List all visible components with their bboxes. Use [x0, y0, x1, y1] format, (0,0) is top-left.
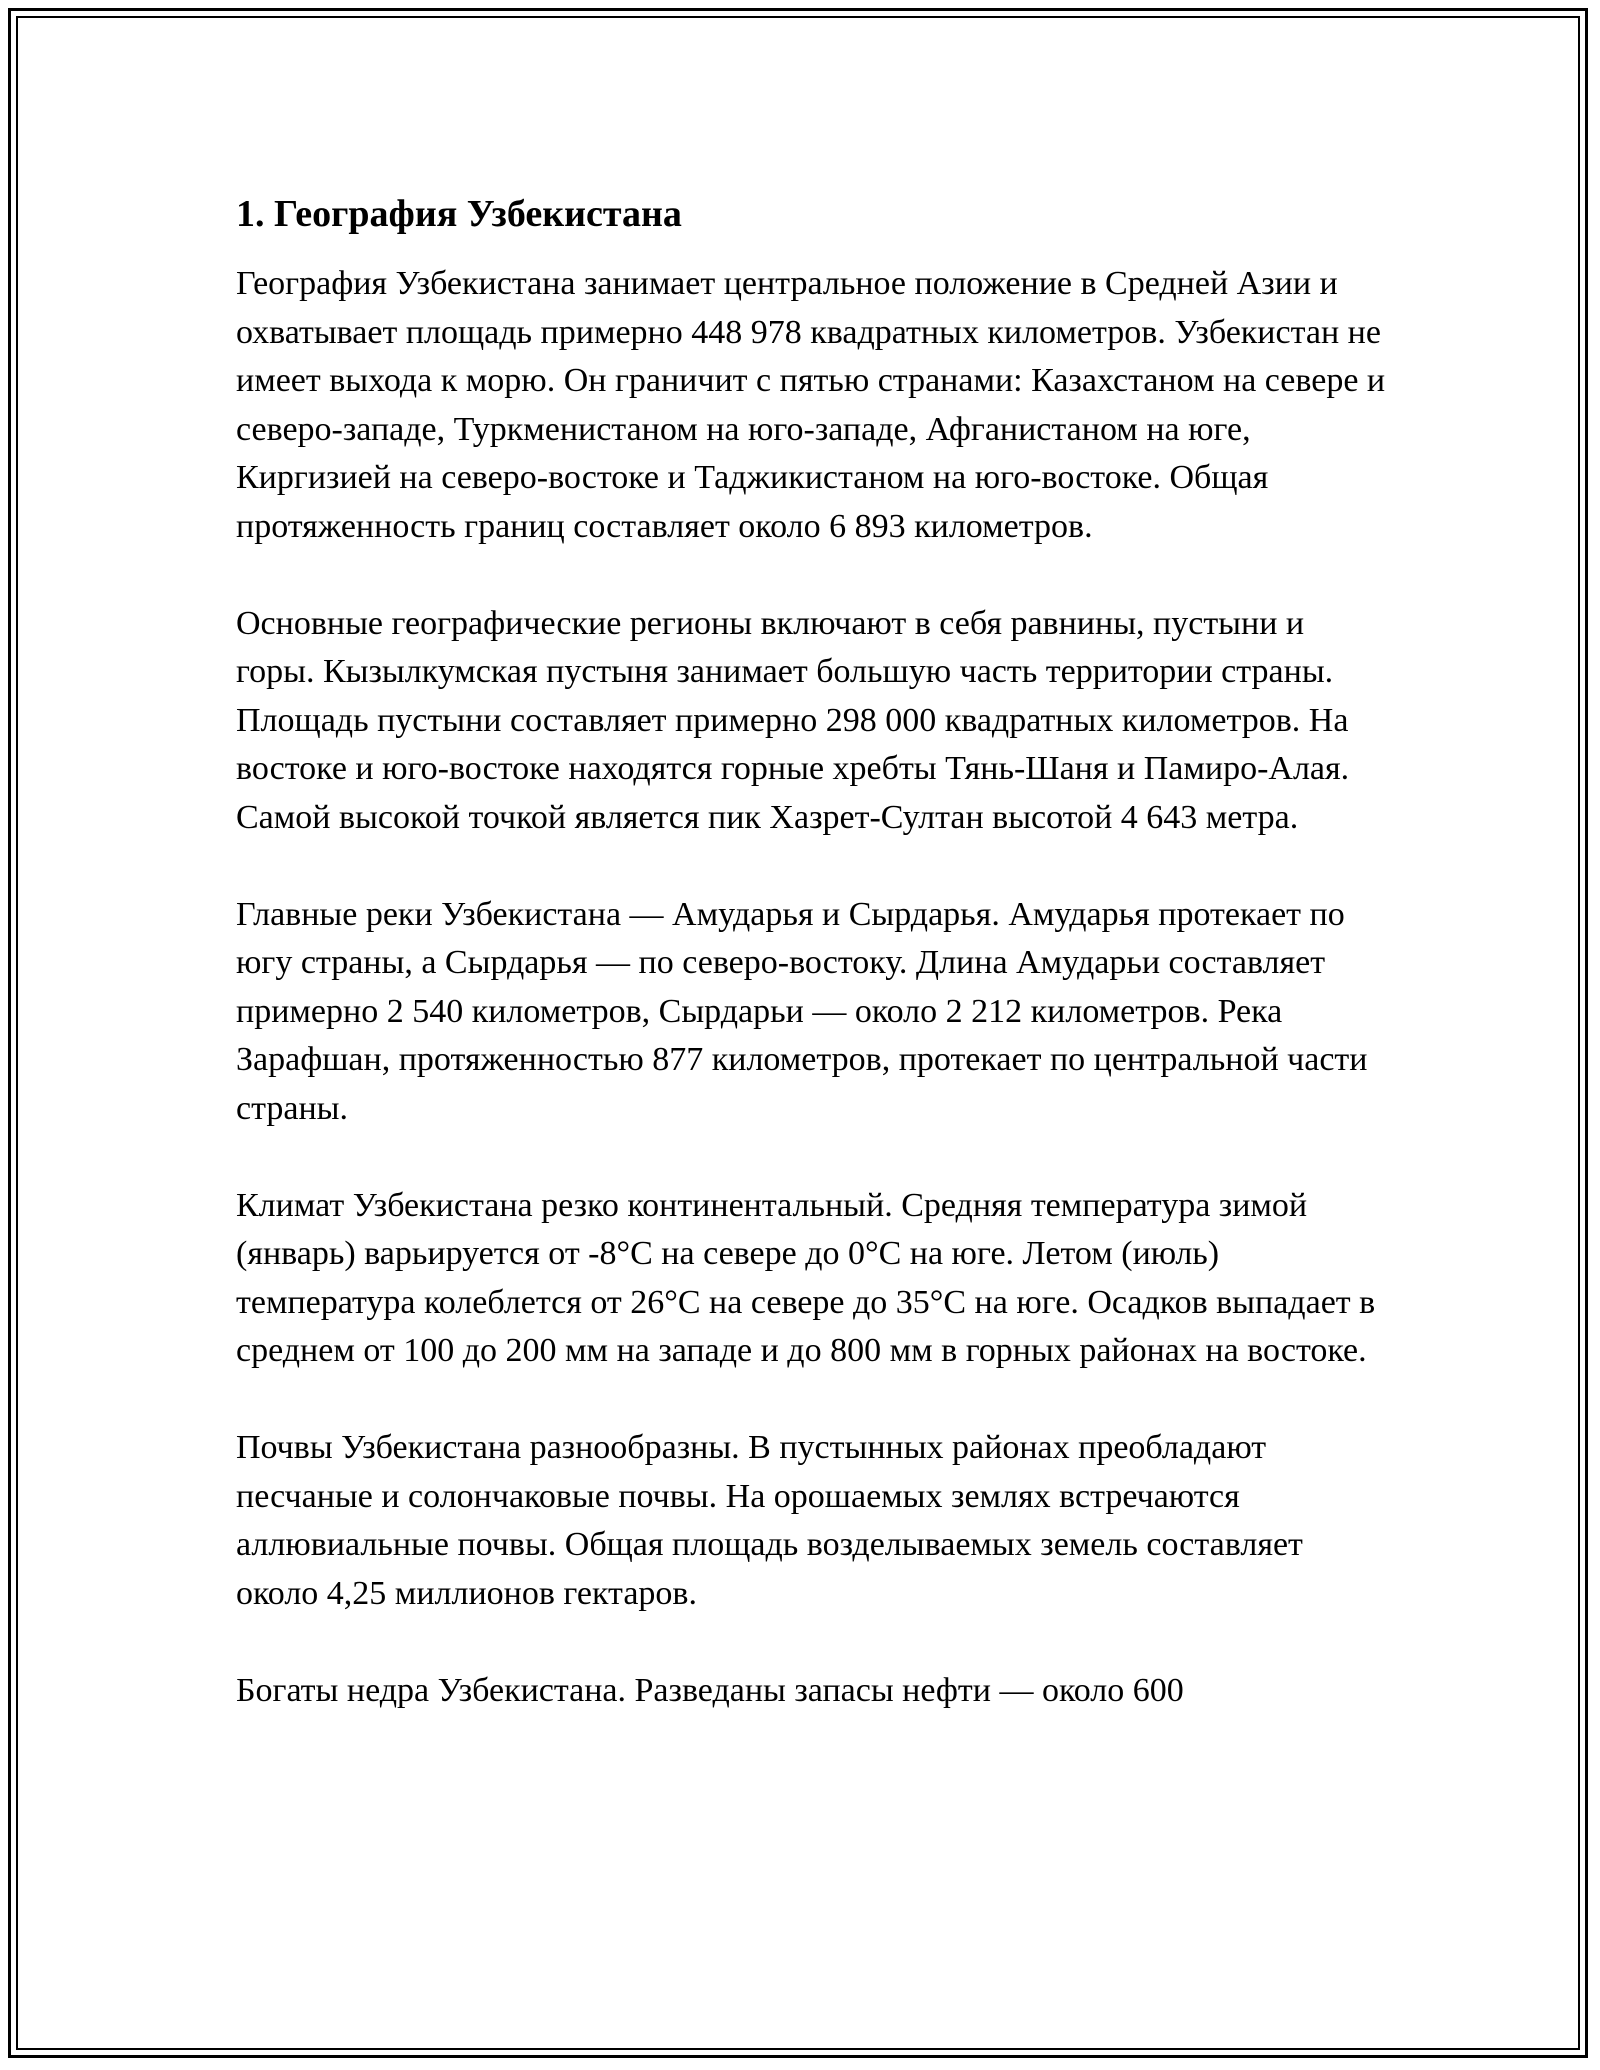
paragraph-soils: Почвы Узбекистана разнообразны. В пустынных районах преобладают песчаные и солончаковые почвы. На орошаемых землях встречаются аллювиальные почвы. Общая площадь возделываемых земель составляет около 4,25 миллионов гектаров.	[236, 1429, 1303, 1612]
section-heading: 1. География Узбекистана	[236, 193, 682, 235]
paragraph-resources: Богаты недра Узбекистана. Разведаны запасы нефти — около 600	[236, 1671, 1184, 1709]
paragraph-climate: Климат Узбекистана резко континентальный. Средняя температура зимой (январь) варьируется от -8°C на севере до 0°C на юге. Летом (июль) температура колеблется от 26°C на севере до 35°C на юге. Осадков выпадает в среднем от 100 до 200 мм на западе и до 800 мм в горных районах на востоке.	[236, 1186, 1376, 1369]
paragraph-regions: Основные географические регионы включают в себя равнины, пустыни и горы. Кызылкумская пустыня занимает большую часть территории страны. Площадь пустыни составляет примерно 298 000 квадратных километров. На востоке и юго-востоке находятся горные хребты Тянь-Шаня и Памиро-Алая. Самой высокой точкой является пик Хазрет-Султан высотой 4 643 метра.	[236, 604, 1350, 836]
document-body	[236, 188, 1386, 1764]
paragraph-rivers: Главные реки Узбекистана — Амударья и Сырдарья. Амударья протекает по югу страны, а Сырдарья — по северо-востоку. Длина Амударьи составляет примерно 2 540 километров, Сырдарьи — около 2 212 километров. Река Зарафшан, протяженностью 877 километров, протекает по центральной части страны.	[236, 895, 1368, 1127]
paragraph-borders: География Узбекистана занимает центральное положение в Средней Азии и охватывает площадь примерно 448 978 квадратных километров. Узбекистан не имеет выхода к морю. Он граничит с пятью странами: Казахстаном на севере и северо-западе, Туркменистаном на юго-западе, Афганистаном на юге, Киргизией на северо-востоке и Таджикистаном на юго-востоке. Общая протяженность границ составляет около 6 893 километров.	[236, 265, 1386, 545]
